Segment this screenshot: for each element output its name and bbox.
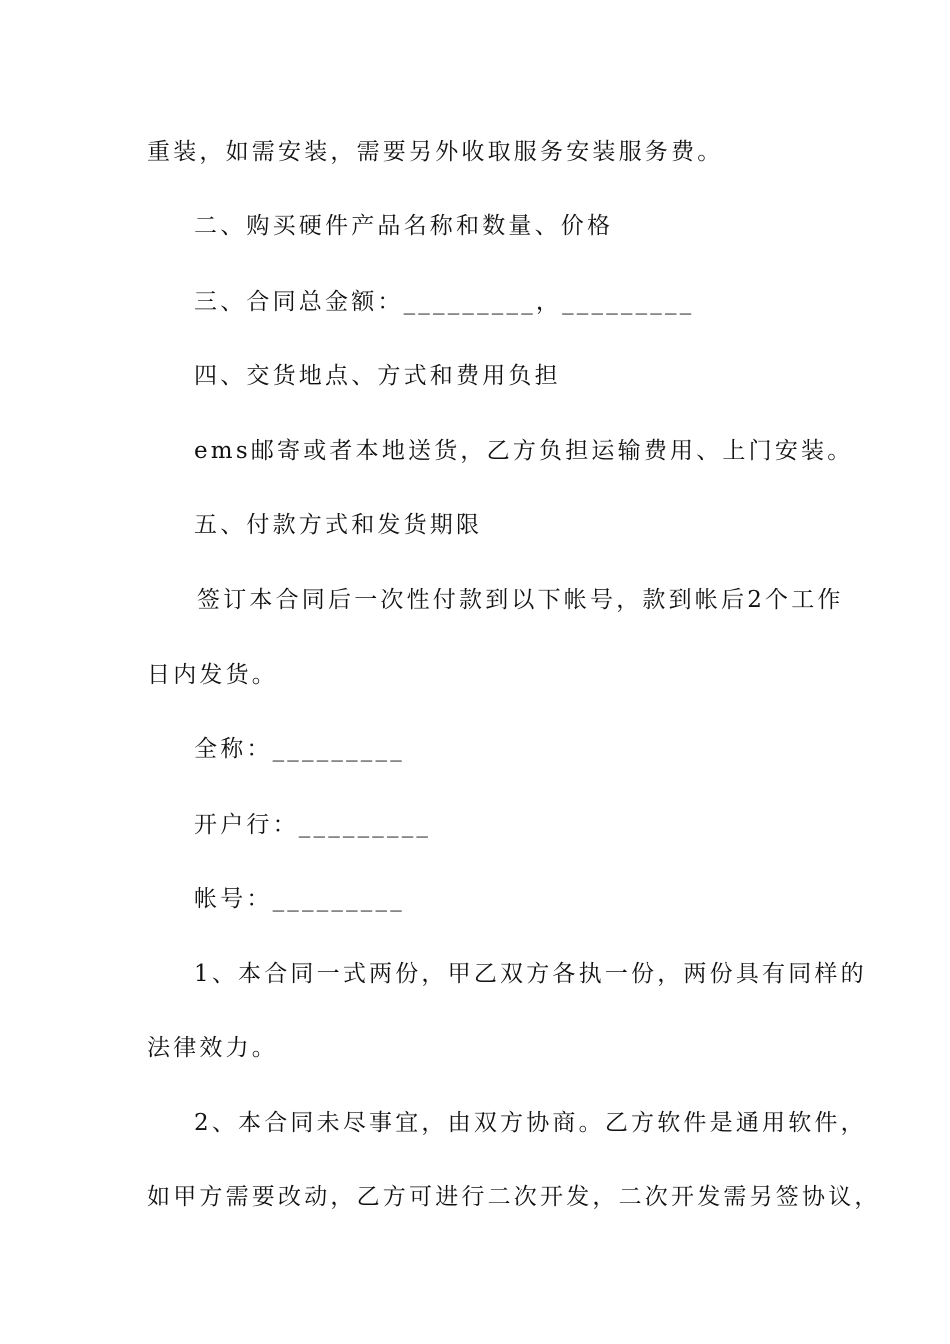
paragraph-payment-terms-cont: 日内发货。 [147,662,278,688]
clause-1-copies-cont: 法律效力。 [147,1035,278,1061]
clause-1-copies: 1、本合同一式两份，甲乙双方各执一份，两份具有同样的 [194,961,867,987]
field-bank: 开户行：_________ [194,812,432,838]
heading-section-5-payment: 五、付款方式和发货期限 [194,512,483,538]
heading-section-4-delivery: 四、交货地点、方式和费用负担 [194,363,561,389]
paragraph-payment-terms: 签订本合同后一次性付款到以下帐号，款到帐后2个工作 [197,587,844,613]
clause-2-negotiation: 2、本合同未尽事宜，由双方协商。乙方软件是通用软件， [194,1110,867,1136]
heading-section-2-products: 二、购买硬件产品名称和数量、价格 [194,213,614,239]
clause-2-negotiation-cont: 如甲方需要改动，乙方可进行二次开发，二次开发需另签协议， [147,1184,881,1210]
field-account-name: 全称：_________ [194,736,405,762]
field-account-number: 帐号：_________ [194,886,405,912]
heading-section-3-total-amount: 三、合同总金额：_________，_________ [194,289,695,315]
paragraph-installation-fee: 重装，如需安装，需要另外收取服务安装服务费。 [147,139,724,165]
paragraph-delivery-method: ems邮寄或者本地送货，乙方负担运输费用、上门安装。 [194,438,854,464]
